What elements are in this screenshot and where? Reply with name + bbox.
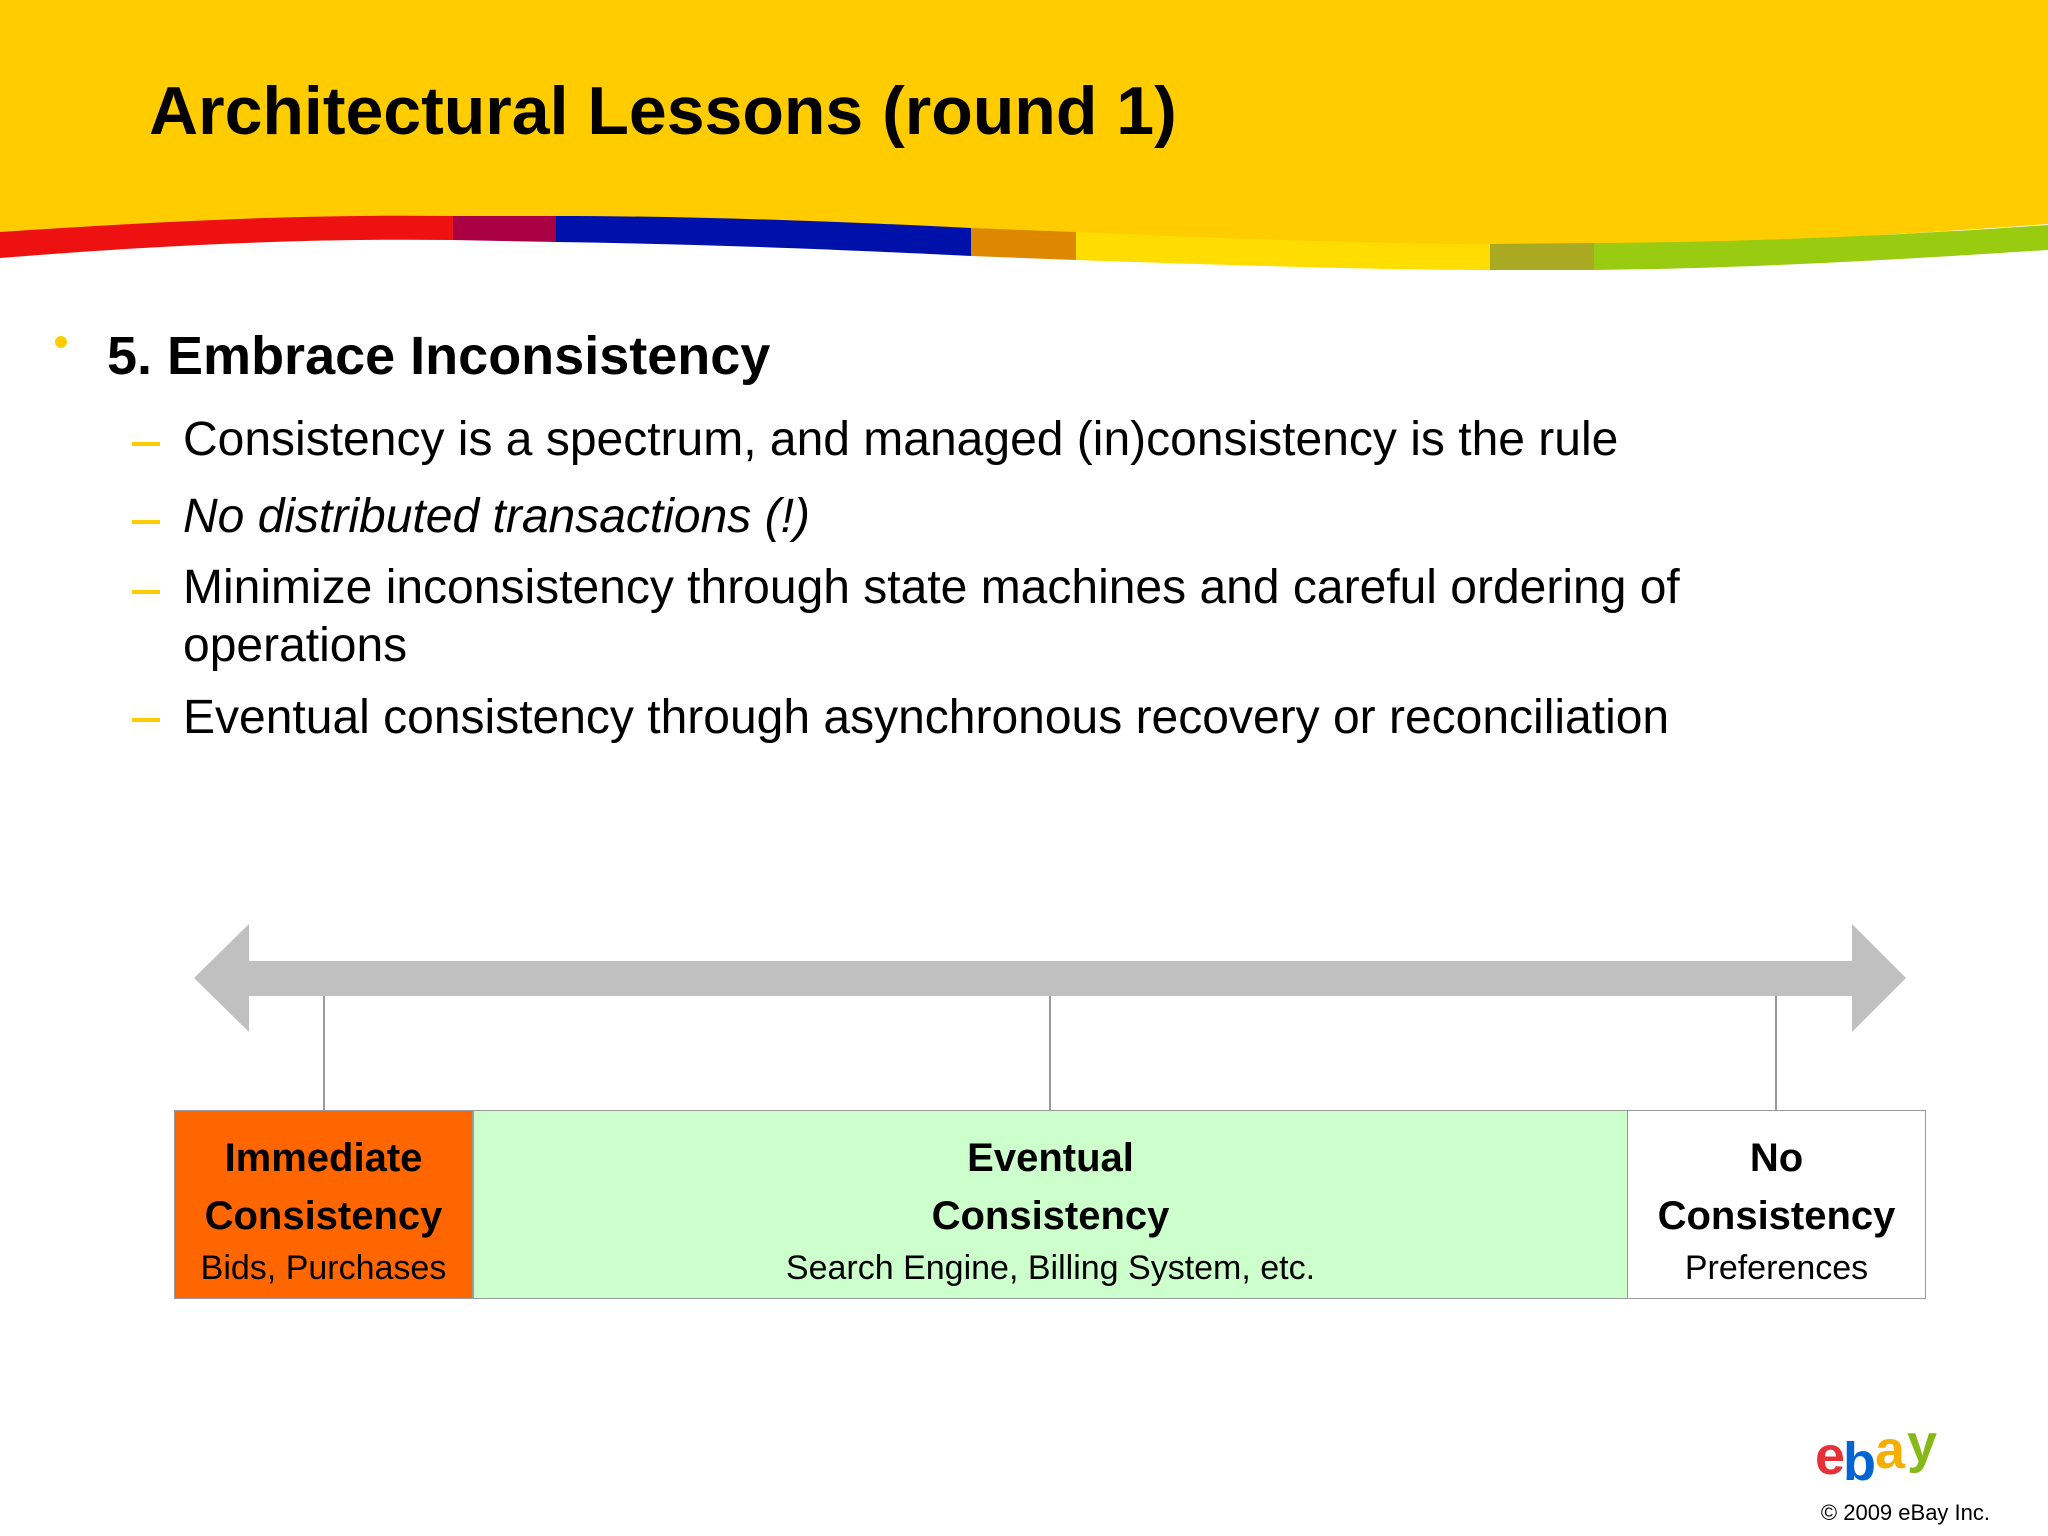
box-title-line2: Consistency <box>931 1194 1170 1238</box>
box-title-line1: Eventual <box>967 1136 1134 1180</box>
svg-text:b: b <box>1843 1432 1870 1486</box>
svg-text:y: y <box>1907 1416 1938 1474</box>
immediate-consistency-box <box>174 1110 473 1299</box>
ebay-logo <box>1815 1416 1965 1486</box>
box-examples: Preferences <box>1684 1249 1869 1287</box>
box-title-line1: No <box>1749 1136 1804 1180</box>
sub-bullet-text: Consistency is a spectrum, and managed (in)consistency is the rule <box>183 413 1619 466</box>
box-examples: Bids, Purchases <box>200 1249 447 1287</box>
slide-title: Architectural Lessons (round 1) <box>149 73 1177 149</box>
eventual-consistency-box <box>473 1110 1628 1299</box>
box-examples: Search Engine, Billing System, etc. <box>785 1249 1316 1287</box>
box-title-line2: Consistency <box>1657 1194 1896 1238</box>
sub-bullet-continuation: operations <box>183 619 408 672</box>
sub-bullet-text: Eventual consistency through asynchronous recovery or reconciliation <box>183 691 1670 744</box>
box-title-line1: Immediate <box>224 1136 423 1180</box>
copyright-notice: © 2009 eBay Inc. <box>1820 1500 1990 1525</box>
box-title-line2: Consistency <box>204 1194 443 1238</box>
sub-bullet-text: No distributed transactions (!) <box>183 490 810 543</box>
svg-text:e: e <box>1815 1426 1840 1486</box>
sub-bullet-text: Minimize inconsistency through state machines and careful ordering of <box>183 561 1680 614</box>
bullet-heading: 5. Embrace Inconsistency <box>107 326 771 386</box>
no-consistency-box <box>1627 1110 1926 1299</box>
svg-text:a: a <box>1875 1420 1900 1480</box>
